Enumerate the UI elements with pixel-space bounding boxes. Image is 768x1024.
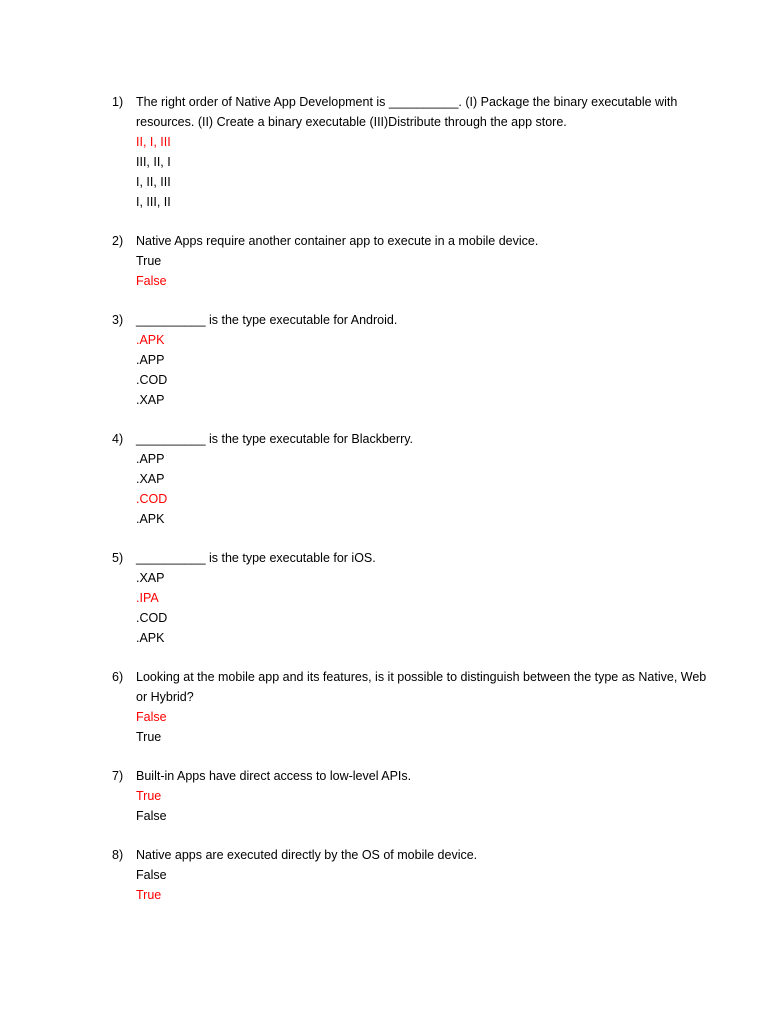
answer-option-correct: II, I, III [136,135,171,149]
answer-option-correct: .APK [136,333,165,347]
answer-option-correct: False [136,274,167,288]
question-row [112,310,712,330]
answer-option: .XAP [136,472,165,486]
question-block [112,310,712,410]
question-row [112,92,712,132]
question-row [112,548,712,568]
question-block [112,667,712,747]
answer-option: True [136,730,162,744]
question-text: Native apps are executed directly by the OS of mobile device. [136,848,478,862]
answer-options [136,251,712,291]
question-number: 3) [112,313,124,327]
question-text: __________ is the type executable for iOS. [136,551,376,565]
question-number: 8) [112,848,124,862]
question-row [112,429,712,449]
answer-option: I, III, II [136,195,171,209]
question-block [112,548,712,648]
answer-option: .APK [136,512,165,526]
answer-option: False [136,809,167,823]
quiz-question-list [112,92,712,924]
question-block [112,845,712,905]
answer-option-correct: True [136,888,162,902]
question-text: Looking at the mobile app and its features, is it possible to distinguish between the type as Native, Web or Hybrid? [136,670,707,704]
question-block [112,429,712,529]
question-number: 2) [112,234,124,248]
answer-option: .XAP [136,393,165,407]
answer-option: True [136,254,162,268]
question-block [112,766,712,826]
answer-option-correct: .COD [136,492,168,506]
question-row [112,845,712,865]
question-text: The right order of Native App Development is __________. (I) Package the binary executable with resources. (II) Create a binary executable (III)Distribute through the app store. [136,95,678,129]
question-row [112,667,712,707]
question-row [112,766,712,786]
question-text: Built-in Apps have direct access to low-level APIs. [136,769,412,783]
answer-option: .APP [136,353,165,367]
question-text: __________ is the type executable for Android. [136,313,398,327]
answer-option-correct: True [136,789,162,803]
question-number: 1) [112,95,124,109]
answer-option: I, II, III [136,175,171,189]
answer-option: .APP [136,452,165,466]
answer-option: .COD [136,611,168,625]
question-number: 7) [112,769,124,783]
answer-options [136,330,712,410]
answer-option: .COD [136,373,168,387]
answer-options [136,865,712,905]
answer-options [136,568,712,648]
answer-options [136,786,712,826]
question-row [112,231,712,251]
question-number: 5) [112,551,124,565]
answer-options [136,449,712,529]
answer-option: .APK [136,631,165,645]
question-text: __________ is the type executable for Blackberry. [136,432,414,446]
answer-options [136,707,712,747]
question-number: 6) [112,670,124,684]
answer-option-correct: .IPA [136,591,159,605]
question-block [112,92,712,212]
answer-option: .XAP [136,571,165,585]
answer-options [136,132,712,212]
question-text: Native Apps require another container app to execute in a mobile device. [136,234,539,248]
question-number: 4) [112,432,124,446]
answer-option: False [136,868,167,882]
answer-option-correct: False [136,710,167,724]
question-block [112,231,712,291]
answer-option: III, II, I [136,155,171,169]
